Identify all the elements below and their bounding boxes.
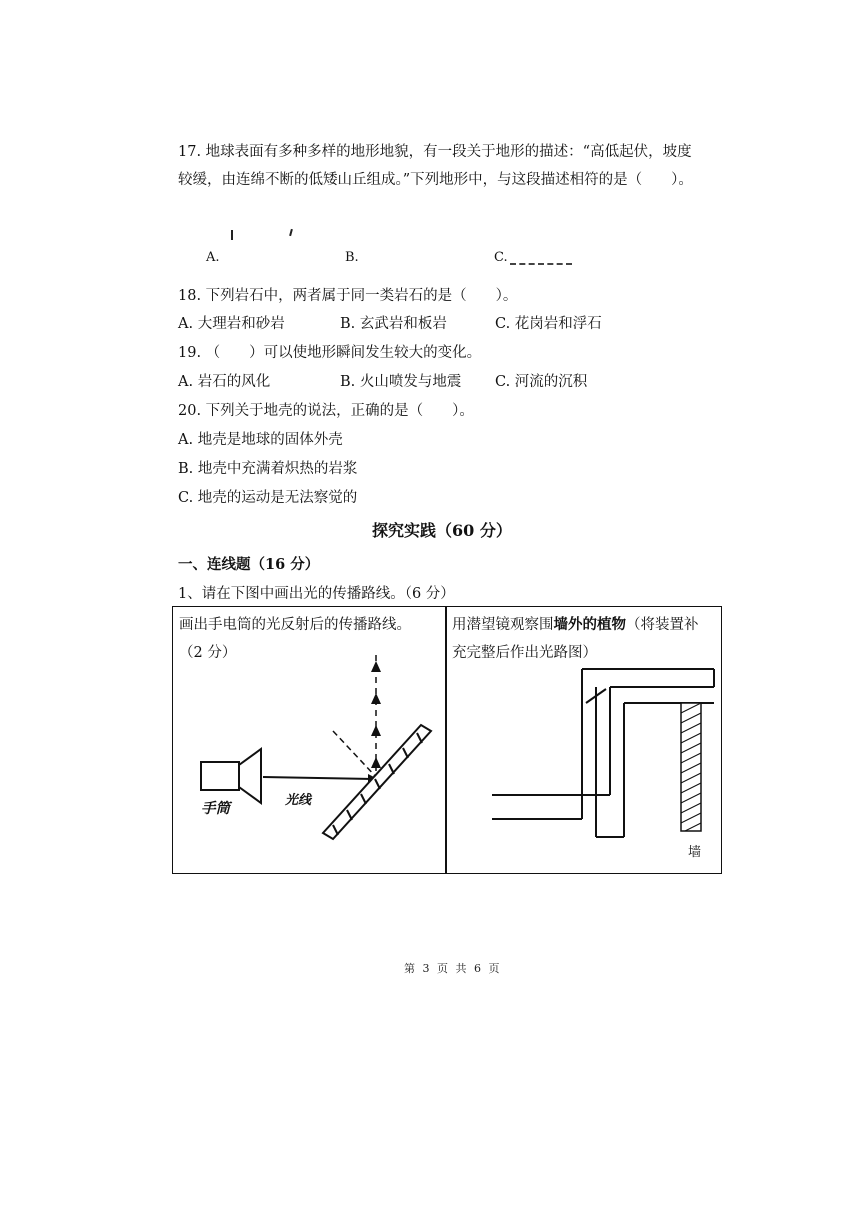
incident-ray-arrow	[263, 774, 378, 784]
q19-option-a: A. 岩石的风化	[178, 374, 271, 390]
left-panel-line1: 画出手电筒的光反射后的传播路线。	[179, 617, 411, 633]
right-panel-line1-post: （将装置补	[626, 617, 699, 633]
q20-option-c: C. 地壳的运动是无法察觉的	[178, 490, 358, 506]
reflection-diagram	[173, 607, 446, 873]
q18-option-b: B. 玄武岩和板岩	[340, 316, 447, 332]
wall-label: 墙	[688, 845, 702, 860]
periscope-diagram	[446, 607, 721, 873]
q20-option-a: A. 地壳是地球的固体外壳	[178, 432, 343, 448]
task1-instruction: 1、请在下图中画出光的传播路线。（6 分）	[178, 586, 455, 602]
q17-image-c-remnant	[510, 263, 572, 265]
q17-stem-line1: 17. 地球表面有多种多样的地形地貌，有一段关于地形的描述：“高低起伏，坡度	[178, 144, 692, 160]
q17-option-c: C.	[494, 250, 508, 265]
q17-image-b-remnant	[289, 229, 293, 236]
flashlight-icon	[201, 749, 261, 803]
q19-option-b: B. 火山喷发与地震	[340, 374, 462, 390]
q20-option-b: B. 地壳中充满着炽热的岩浆	[178, 461, 358, 477]
right-panel-line1-bold: 墙外的植物	[553, 616, 626, 633]
left-panel-line2: （2 分）	[179, 645, 237, 661]
right-panel	[445, 606, 722, 874]
normal-dashed-line	[333, 731, 378, 779]
ray-label: 光线	[285, 793, 312, 808]
right-panel-line2: 充完整后作出光路图）	[452, 645, 597, 661]
flashlight-label: 手筒	[201, 800, 230, 817]
q20-stem: 20. 下列关于地壳的说法，正确的是（ ）。	[178, 403, 474, 419]
section-title: 探究实践（60 分）	[372, 521, 512, 540]
q17-stem-line2: 较缓，由连绵不断的低矮山丘组成。”下列地形中，与这段描述相符的是（ ）。	[178, 172, 693, 188]
q19-option-c: C. 河流的沉积	[495, 374, 588, 390]
page-footer: 第 3 页 共 6 页	[404, 962, 502, 975]
reflected-ray-arrows	[371, 655, 381, 777]
q17-option-b: B.	[345, 250, 359, 265]
part1-heading: 一、连线题（16 分）	[178, 556, 320, 573]
left-panel	[172, 606, 447, 874]
q18-stem: 18. 下列岩石中，两者属于同一类岩石的是（ ）。	[178, 288, 518, 304]
right-panel-line1-pre: 用潜望镜观察围	[452, 617, 554, 633]
wall-hatched	[681, 703, 701, 831]
q17-option-a: A.	[206, 250, 220, 265]
mirror-hatched	[323, 725, 431, 839]
q19-stem: 19. （ ）可以使地形瞬间发生较大的变化。	[178, 345, 482, 361]
q18-option-c: C. 花岗岩和浮石	[495, 316, 602, 332]
q17-image-a-remnant	[231, 230, 233, 240]
q18-option-a: A. 大理岩和砂岩	[178, 316, 285, 332]
